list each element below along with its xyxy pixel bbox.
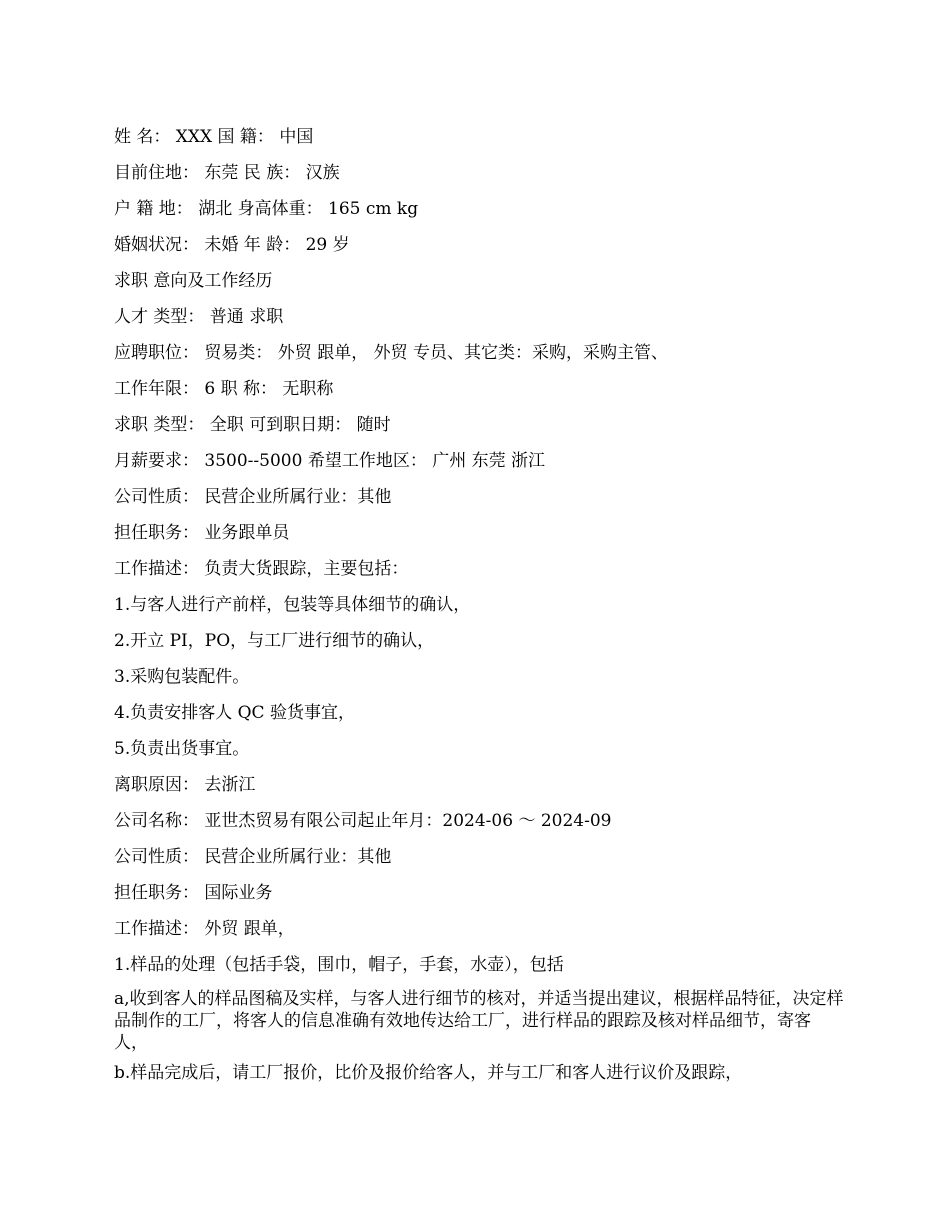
- duty-item-5: 5.负责出货事宜。: [114, 739, 250, 759]
- field-company-name-period: 公司名称： 亚世杰贸易有限公司起止年月：2024-06 ～ 2024-09: [114, 811, 612, 831]
- field-residence-ethnicity: 目前住地： 东莞 民 族： 汉族: [114, 163, 340, 183]
- duty-paragraph-b: b.样品完成后，请工厂报价，比价及报价给客人，并与工厂和客人进行议价及跟踪，: [114, 1063, 743, 1083]
- resume-content: [114, 124, 844, 1092]
- duty-item-1: 1.与客人进行产前样，包装等具体细节的确认，: [114, 595, 471, 615]
- field-salary-location: 月薪要求： 3500--5000 希望工作地区： 广州 东莞 浙江: [114, 451, 546, 471]
- field-marital-age: 婚姻状况： 未婚 年 龄： 29 岁: [114, 235, 350, 255]
- section-heading-job-intent: 求职 意向及工作经历: [114, 271, 273, 291]
- field-leaving-reason: 离职原因： 去浙江: [114, 775, 256, 795]
- field-job-description-2: 工作描述： 外贸 跟单，: [114, 919, 295, 939]
- field-job-description-1: 工作描述： 负责大货跟踪，主要包括：: [114, 559, 409, 579]
- duty-item-2: 2.开立 PI，PO，与工厂进行细节的确认，: [114, 631, 435, 651]
- field-position-held-2: 担任职务： 国际业务: [114, 883, 273, 903]
- field-name-nationality: 姓 名： XXX 国 籍： 中国: [114, 127, 314, 147]
- duty-item-3: 3.采购包装配件。: [114, 667, 250, 687]
- field-work-years-title: 工作年限： 6 职 称： 无职称: [114, 379, 334, 399]
- field-hukou-height-weight: 户 籍 地： 湖北 身高体重： 165 cm kg: [114, 199, 419, 219]
- field-company-nature-2: 公司性质： 民营企业所属行业：其他: [114, 847, 392, 867]
- field-applied-position: 应聘职位： 贸易类： 外贸 跟单， 外贸 专员、其它类：采购，采购主管、: [114, 343, 669, 363]
- duty-item-samples: 1.样品的处理（包括手袋，围巾，帽子，手套，水壶），包括: [114, 955, 564, 975]
- field-job-type-availability: 求职 类型： 全职 可到职日期： 随时: [114, 415, 391, 435]
- field-position-held-1: 担任职务： 业务跟单员: [114, 523, 290, 543]
- duty-paragraph-a: a,收到客人的样品图稿及实样，与客人进行细节的核对，并适当提出建议，根据样品特征，决定样品制作的工厂，将客人的信息准确有效地传达给工厂，进行样品的跟踪及核对样品细节，寄客人，: [114, 989, 844, 1053]
- duty-item-4: 4.负责安排客人 QC 验货事宜，: [114, 703, 355, 723]
- field-company-nature-1: 公司性质： 民营企业所属行业：其他: [114, 487, 392, 507]
- field-talent-type: 人才 类型： 普通 求职: [114, 307, 284, 327]
